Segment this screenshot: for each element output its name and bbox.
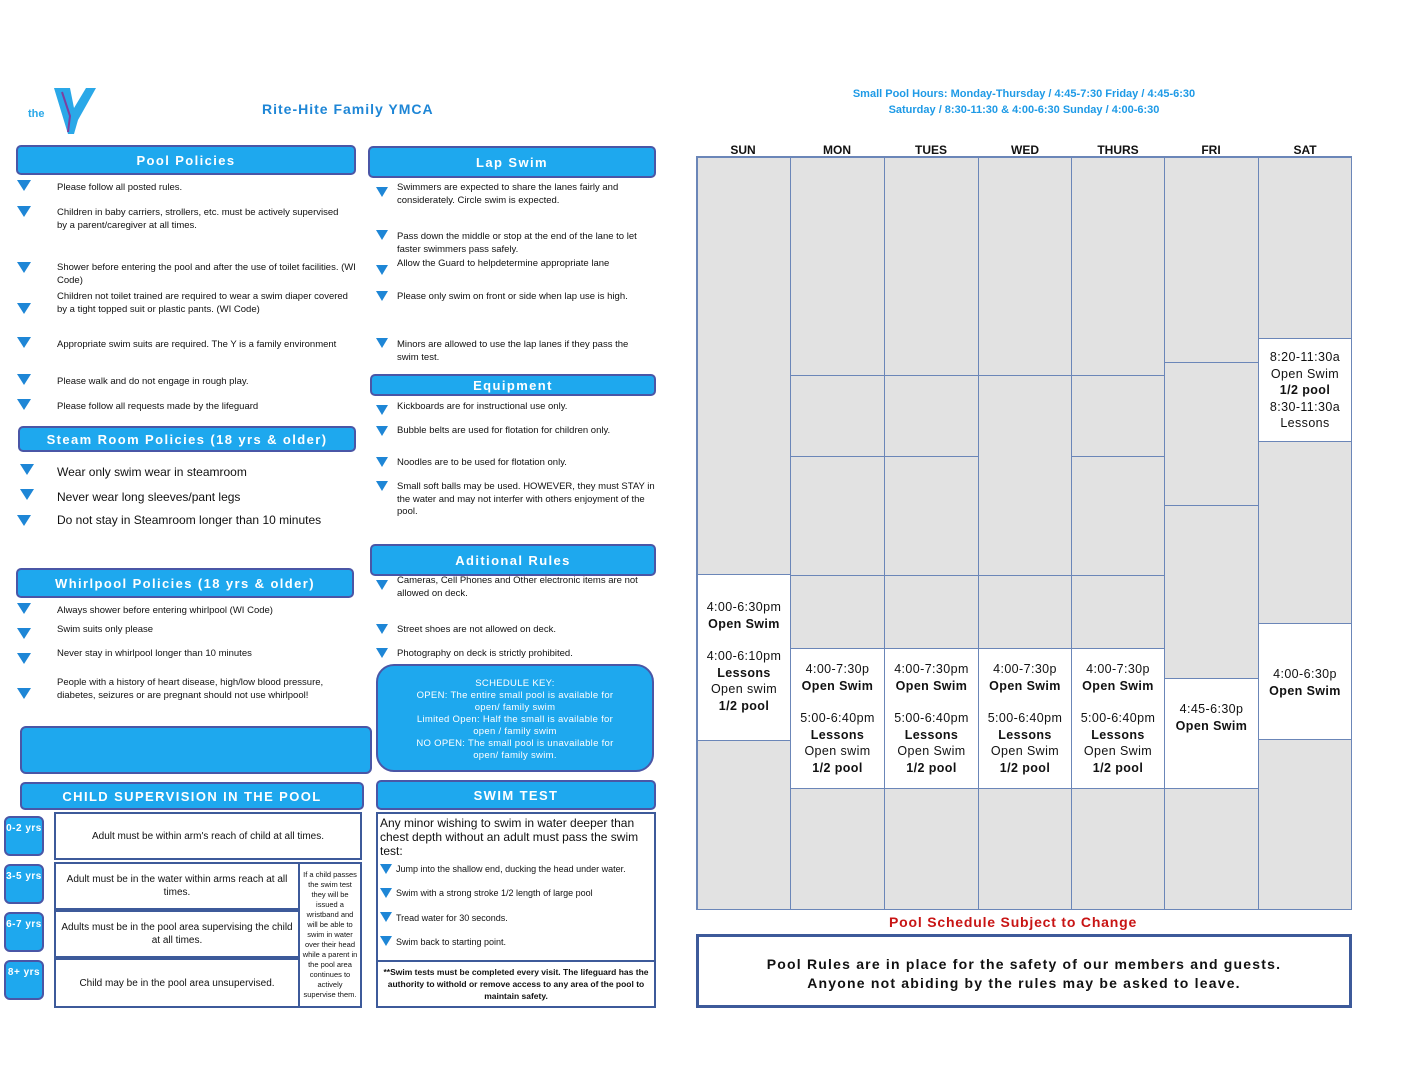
bullet-icon <box>376 457 388 467</box>
child-supervision-header: CHILD SUPERVISION IN THE POOL <box>20 782 364 810</box>
bullet-icon <box>376 580 388 590</box>
event-label: Open Swim <box>895 678 968 693</box>
schedule-cell <box>978 375 1072 576</box>
lap-swim-item: Pass down the middle or stop at the end of the lane to let faster swimmers pass safely. <box>397 231 637 255</box>
event-label: Lessons <box>904 727 959 742</box>
age-badge: 3-5 yrs <box>4 864 44 904</box>
event-label: Open Swim <box>990 744 1060 758</box>
event-label: Open swim <box>804 744 871 758</box>
additional-rules-header: Aditional Rules <box>370 544 656 576</box>
schedule-cell <box>697 157 791 575</box>
pool-policy-item: Please follow all requests made by the lifeguard <box>57 401 259 412</box>
schedule-cell <box>884 575 979 649</box>
swim-test-step: Jump into the shallow end, ducking the head under water. <box>396 864 626 874</box>
event-time: 5:00-6:40pm <box>1080 711 1156 725</box>
equipment-item: Noodles are to be used for flotation only. <box>397 457 567 468</box>
pool-policy-item: Please follow all posted rules. <box>57 182 183 193</box>
pool-policy-item: Shower before entering the pool and after the use of toilet facilities. (WI Code) <box>57 262 356 286</box>
pool-hours-line2: Saturday / 8:30-11:30 & 4:00-6:30 Sunday / 4:00-6:30 <box>888 104 1160 116</box>
equipment-item: Kickboards are for instructional use only. <box>397 401 568 412</box>
event-time: 4:00-7:30p <box>1086 662 1150 676</box>
event-time: 8:20-11:30a <box>1269 350 1341 364</box>
event-time: 4:00-6:30pm <box>706 600 782 614</box>
equipment-item: Small soft balls may be used. HOWEVER, they must STAY in the water and may not interfer with others enjoyment of the pool. <box>397 481 655 517</box>
day-header-tues: TUES <box>914 143 947 157</box>
equipment-item: Bubble belts are used for flotation for children only. <box>397 425 611 436</box>
schedule-cell <box>884 456 979 576</box>
event-label: Lessons <box>717 665 771 680</box>
bullet-icon <box>380 936 392 946</box>
steam-item: Do not stay in Steamroom longer than 10 minutes <box>57 513 322 527</box>
schedule-cell <box>1164 157 1259 363</box>
event-label: 1/2 pool <box>906 760 957 775</box>
child-rule: Adult must be within arm's reach of child at all times. <box>54 812 362 860</box>
wristband-note: If a child passes the swim test they will be issued a wristband and will be able to swim in water over their head while a parent in the pool area continues to actively supervise them. <box>298 862 362 1008</box>
event-label: 1/2 pool <box>999 760 1051 775</box>
bullet-icon <box>376 265 388 275</box>
bullet-icon <box>20 489 34 500</box>
child-rule: Child may be in the pool area unsupervised. <box>54 958 300 1008</box>
event-label: 1/2 pool <box>718 698 770 713</box>
child-rule: Adult must be in the water within arms reach at all times. <box>54 862 300 910</box>
swim-test-intro: Any minor wishing to swim in water deeper than chest depth without an adult must pass the swim test: <box>380 816 639 858</box>
event-tuesday <box>884 648 979 789</box>
event-label: 1/2 pool <box>812 760 863 775</box>
bullet-icon <box>376 338 388 348</box>
steam-item: Never wear long sleeves/pant legs <box>57 490 241 504</box>
bullet-icon <box>20 464 34 475</box>
lap-swim-item: Allow the Guard to helpdetermine appropriate lane <box>397 258 610 269</box>
event-label: Open Swim <box>1270 366 1340 381</box>
schedule-cell <box>1071 456 1165 576</box>
swim-test-footer: **Swim tests must be completed every visit. The lifeguard has the authority to withold or remove access to any area of the pool to maintain safety. <box>378 960 654 1002</box>
swim-test-header: SWIM TEST <box>376 780 656 810</box>
schedule-key-no-open: NO OPEN: The small pool is unavailable for open/ family swim. <box>416 738 614 761</box>
bullet-icon <box>17 653 31 664</box>
event-label: Open Swim <box>1082 678 1154 693</box>
additional-rule-item: Cameras, Cell Phones and Other electronic items are not allowed on deck. <box>397 575 638 599</box>
bullet-icon <box>380 864 392 874</box>
schedule-cell <box>1164 505 1259 679</box>
event-time: 4:45-6:30p <box>1179 702 1244 716</box>
bullet-icon <box>376 481 388 491</box>
event-time: 8:30-11:30a <box>1269 399 1341 414</box>
bullet-icon <box>376 187 388 197</box>
schedule-cell <box>978 575 1072 649</box>
schedule-cell <box>790 788 885 910</box>
bullet-icon <box>376 426 388 436</box>
bullet-icon <box>17 374 31 385</box>
pool-policy-item: Please walk and do not engage in rough play. <box>57 376 249 387</box>
event-label: Open Swim <box>1175 718 1248 733</box>
schedule-key <box>376 664 654 772</box>
event-label: Lessons <box>1280 416 1330 430</box>
pool-rules-notice <box>696 934 1352 1008</box>
event-saturday-morning <box>1258 338 1352 442</box>
pool-policy-item: Children not toilet trained are required to wear a swim diaper covered by a tight topped suit or plastic pants. (WI Code) <box>57 291 348 315</box>
event-label: Open Swim <box>1269 683 1341 698</box>
schedule-cell <box>1071 575 1165 649</box>
lap-swim-item: Swimmers are expected to share the lanes fairly and considerately. Circle swim is expected. <box>397 182 619 206</box>
event-label: 1/2 pool <box>1279 383 1331 397</box>
day-header-sat: SAT <box>1293 143 1317 157</box>
additional-rule-item: Street shoes are not allowed on deck. <box>397 624 556 635</box>
blank-banner <box>20 726 372 774</box>
schedule-key-title: SCHEDULE KEY: <box>475 678 555 689</box>
swim-test-step: Tread water for 30 seconds. <box>396 913 508 923</box>
event-label: Lessons <box>1091 727 1145 742</box>
schedule-notice: Pool Schedule Subject to Change <box>889 914 1138 930</box>
bullet-icon <box>17 206 31 217</box>
whirlpool-header: Whirlpool Policies (18 yrs & older) <box>16 568 354 598</box>
event-label: Lessons <box>998 727 1052 742</box>
schedule-cell <box>790 575 885 649</box>
bullet-icon <box>17 688 31 699</box>
schedule-cell <box>1164 362 1259 506</box>
schedule-key-limited: Limited Open: Half the small is available for open / family swim <box>416 714 614 737</box>
day-header-wed: WED <box>1011 143 1039 157</box>
page-title: Rite-Hite Family YMCA <box>262 101 434 117</box>
bullet-icon <box>17 180 31 191</box>
bullet-icon <box>17 303 31 314</box>
bullet-icon <box>17 399 31 410</box>
event-label: Open Swim <box>1083 744 1153 758</box>
event-time: 4:00-6:30p <box>1273 667 1337 681</box>
day-header-mon: MON <box>823 143 851 157</box>
schedule-cell <box>1071 375 1165 457</box>
lap-swim-item: Please only swim on front or side when lap use is high. <box>397 291 628 302</box>
equipment-header: Equipment <box>370 374 656 396</box>
event-time: 5:00-6:40pm <box>987 711 1063 725</box>
event-label: Open Swim <box>989 678 1061 693</box>
bullet-icon <box>17 515 31 526</box>
swim-test-box <box>376 812 656 1008</box>
bullet-icon <box>376 405 388 415</box>
schedule-cell <box>978 788 1072 910</box>
whirlpool-item: Swim suits only please <box>57 624 154 635</box>
event-sunday <box>697 574 791 741</box>
bullet-icon <box>17 337 31 348</box>
schedule-cell <box>884 788 979 910</box>
lap-swim-header: Lap Swim <box>368 146 656 178</box>
event-friday <box>1164 678 1259 789</box>
pool-hours <box>820 86 1228 118</box>
schedule-key-open: OPEN: The entire small pool is available for open/ family swim <box>416 690 614 713</box>
whirlpool-item: Never stay in whirlpool longer than 10 minutes <box>57 648 252 659</box>
age-badge: 0-2 yrs <box>4 816 44 856</box>
event-time: 4:00-7:30pm <box>894 662 969 676</box>
schedule-cell <box>1071 788 1165 910</box>
bullet-icon <box>376 648 388 658</box>
bullet-icon <box>380 888 392 898</box>
whirlpool-item: People with a history of heart disease, high/low blood pressure, diabetes, seizures or are pregnant should not use whirlpool! <box>57 677 324 701</box>
schedule-cell <box>978 157 1072 376</box>
bullet-icon <box>376 624 388 634</box>
event-label: 1/2 pool <box>1092 760 1144 775</box>
day-header-fri: FRI <box>1201 143 1221 157</box>
schedule-cell <box>1258 441 1352 624</box>
event-time: 4:00-7:30p <box>993 662 1057 676</box>
day-header-thurs: THURS <box>1097 143 1139 157</box>
schedule-cell <box>1164 788 1259 910</box>
age-badge: 6-7 yrs <box>4 912 44 952</box>
pool-policies-header: Pool Policies <box>16 145 356 175</box>
event-time: 4:00-7:30p <box>805 662 870 676</box>
event-label: Lessons <box>810 727 865 742</box>
bullet-icon <box>17 628 31 639</box>
event-label: Open Swim <box>801 678 874 693</box>
event-thursday <box>1071 648 1165 789</box>
event-label: Open swim <box>710 682 778 696</box>
additional-rule-item: Photography on deck is strictly prohibited. <box>397 648 573 659</box>
schedule-cell <box>697 740 791 910</box>
schedule-cell <box>790 456 885 576</box>
event-label: Open Swim <box>897 744 966 758</box>
event-time: 5:00-6:40pm <box>894 711 969 725</box>
ymca-logo <box>26 86 96 136</box>
swim-test-step: Swim back to starting point. <box>396 937 507 947</box>
schedule-cell <box>1258 157 1352 339</box>
lap-swim-item: Minors are allowed to use the lap lanes if they pass the swim test. <box>397 339 629 363</box>
event-saturday-afternoon <box>1258 623 1352 740</box>
bullet-icon <box>376 230 388 240</box>
event-monday <box>790 648 885 789</box>
schedule-cell <box>884 375 979 457</box>
whirlpool-item: Always shower before entering whirlpool (WI Code) <box>57 605 273 616</box>
event-label: Open Swim <box>708 616 780 631</box>
event-time: 5:00-6:40pm <box>800 711 875 725</box>
age-badge: 8+ yrs <box>4 960 44 1000</box>
bullet-icon <box>17 262 31 273</box>
day-header-sun: SUN <box>730 143 756 157</box>
event-time: 4:00-6:10pm <box>706 649 782 663</box>
schedule-cell <box>1258 739 1352 910</box>
child-rule: Adults must be in the pool area supervising the child at all times. <box>54 910 300 958</box>
pool-hours-line1: Small Pool Hours: Monday-Thursday / 4:45-7:30 Friday / 4:45-6:30 <box>852 88 1196 100</box>
bullet-icon <box>380 912 392 922</box>
logo-text: the <box>28 108 45 120</box>
schedule-cell <box>884 157 979 376</box>
pool-rules-line1: Pool Rules are in place for the safety of our members and guests. <box>766 956 1282 972</box>
schedule-cell <box>790 157 885 376</box>
pool-policy-item: Children in baby carriers, strollers, etc. must be actively supervised by a parent/caregiver at all times. <box>57 207 339 231</box>
swim-test-step: Swim with a strong stroke 1/2 length of large pool <box>396 888 593 898</box>
pool-policy-item: Appropriate swim suits are required. The Y is a family environment <box>57 339 337 350</box>
steam-item: Wear only swim wear in steamroom <box>57 465 247 479</box>
bullet-icon <box>17 603 31 614</box>
steam-room-header: Steam Room Policies (18 yrs & older) <box>18 426 356 452</box>
schedule-cell <box>1071 157 1165 376</box>
schedule-cell <box>790 375 885 457</box>
bullet-icon <box>376 291 388 301</box>
pool-rules-line2: Anyone not abiding by the rules may be asked to leave. <box>807 975 1241 991</box>
event-wednesday <box>978 648 1072 789</box>
